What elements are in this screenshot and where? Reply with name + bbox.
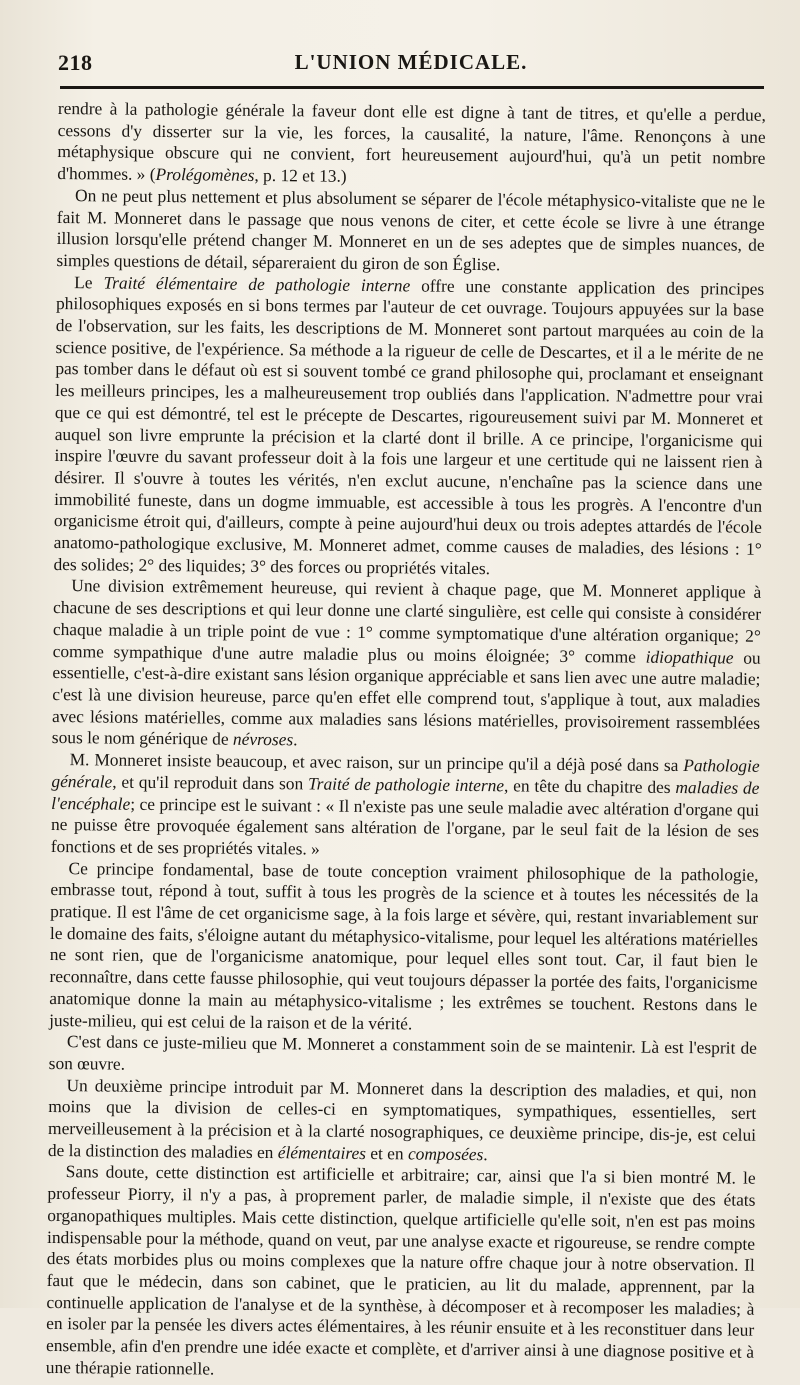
italic-text: Traité élémentaire de pathologie interne [103, 272, 411, 296]
text-run: Un deuxième principe introduit par M. Monneret dans la description des maladies, et qui, non moins que la division de celles-ci en symptomatiques, sympathiques, essentielles, sert merveilleusement à la précision et à la clarté nosographiques, ce deuxième principe, dis-je, est celui de la distinction des maladies en [47, 1074, 757, 1162]
italic-text: Pathologie générale [51, 755, 760, 792]
running-title: L'UNION MÉDICALE. [294, 50, 528, 74]
text-run: , p. 12 et 13.) [254, 164, 347, 186]
text-run: rendre à la pathologie générale la faveur dont elle est digne à tant de titres, et qu'elle a perdue, cessons d'y disserter sur la vie, les forces, la causalité, la nature, l'âme. Renonçons à une métaphysique obscure qui ne convient, fort heureusement aujourd'hui, qu'à un petit nombre d'hommes. » ( [57, 98, 766, 185]
italic-text: Traité de pathologie interne [307, 773, 505, 796]
paragraph [56, 185, 765, 279]
text-run: offre une constante application des principes philosophiques exposés en si bons termes par l'auteur de cet ouvrage. Toujours appuyées sur la base de l'observation, sur les faits, les descriptions de M. Monneret sont partout marquées au coin de la science positive, de l'expérience. Sa méthode a la rigueur de celle de Descartes, et il a le mérite de ne pas tomber dans le défaut où est si souvent tombé ce grand philosophe qui, proclamant et enseignant les meilleurs principes, les a malheureusement trop oubliés dans l'application. N'admettre pour vrai que ce qui est démontré, tel est le précepte de Descartes, rigoureusement suivi par M. Monneret et auquel son livre emprunte la précision et la clarté dont il brille. A ce principe, l'organicisme qui inspire l'œuvre du savant professeur doit à la fois une largeur et une certitude qui ne laissent rien à désirer. Il s'ouvre à toutes les vérités, n'en exclut aucune, n'enchaîne pas la science dans une immobilité funeste, dans un dogme immuable, est accessible à tous les progrès. A l'encontre d'un organicisme étroit qui, d'ailleurs, compte à peine aujourd'hui deux ou trois adeptes attardés de l'école anatomo-pathologique exclusive, M. Monneret admet, comme causes de maladies, des lésions : 1° des solides; 2° des liquides; 3° des forces ou propriétés vitales. [53, 275, 765, 578]
text-run: Ce principe fondamental, base de toute conception vraiment philosophique de la pathologie, embrasse tout, répond à tout, suffit à tous les progrès de la science et à toutes les nécessités de la pratique. Il est l'âme de cet organicisme sage, à la fois large et sévère, qui, restant invariablement sur le domaine des faits, s'éloigne autant du métaphysico-vitalisme, pour lequel les altérations matérielles ne sont rien, que de l'organicisme anatomique, pour lequel elles sont tout. Car, il faut bien le reconnaître, dans cette fausse philosophie, qui veut toujours dépasser la portée des faits, l'organicisme anatomique donne la main au métaphysico-vitalisme ; les extrêmes se touchent. Restons dans le juste-milieu, qui est celui de la raison et de la vérité. [49, 857, 759, 1033]
paragraph [49, 1031, 757, 1081]
text-run: , en tête du chapitre des [503, 775, 676, 797]
paragraph [49, 858, 759, 1038]
paragraph [46, 1161, 756, 1385]
text-run: On ne peut plus nettement et plus absolument se séparer de l'école métaphysico-vitaliste que ne le fait M. Monneret dans le passage que nous venons de citer, et cette école se livre à une étrange illusion lorsqu'elle prétend changer M. Monneret en un de ses adeptes que de simples nuances, de simples questions de détail, sépareraient du giron de son Église. [56, 184, 766, 275]
page-number: 218 [58, 50, 93, 75]
paragraph [52, 575, 762, 755]
text-run: M. Monneret insiste beaucoup, et avec raison, sur un principe qu'il a déjà posé dans sa [69, 749, 684, 776]
paragraph [48, 1075, 757, 1169]
page-header [58, 48, 764, 78]
text-run: Une division extrêmement heureuse, qui revient à chaque page, que M. Monneret applique à chacune de ses descriptions et qui leur donne une clarté singulière, est celle qui consiste à considérer chaque maladie à un triple point de vue : 1° comme symptomatique d'une altération organique; 2° comme sympathique d'une autre maladie plus ou moins éloignée; 3° comme [52, 575, 762, 667]
text-run: . [293, 729, 298, 750]
italic-text: élémentaires [277, 1141, 367, 1163]
text-run: ; ce principe est le suivant : « Il n'existe pas une seule maladie avec altération d'organe qui ne puisse être provoquée également sans altération de l'organe, par le seul fait de la lésion de ses fonctions et de ses propriétés vitales. » [50, 793, 760, 859]
paragraph [51, 749, 760, 864]
text-run: ou essentielle, c'est-à-dire existant sans lésion organique appréciable et sans lien avec une autre maladie; c'est là une division heureuse, parce qu'en effet elle comprend tout, s'applique à tout, aux maladies avec lésions matérielles, comme aux maladies sans lésions matérielles, provisoirement rassemblées sous le nom générique de [51, 647, 761, 750]
paragraph [57, 98, 766, 192]
text-run: . [483, 1143, 488, 1164]
text-run: et en [365, 1142, 409, 1164]
text-run: Sans doute, cette distinction est artificielle et arbitraire; car, ainsi que l'a si bien montré M. le professeur Piorry, il n'y a pas, à proprement parler, de maladie simple, il n'existe que des états organopathiques multiples. Mais cette distinction, quelque artificielle qu'elle soit, n'en est pas moins indispensable pour la méthode, quand on veut, par une analyse exacte et rigoureuse, se rendre compte des états morbides plus ou moins complexes que la nature offre chaque jour à notre observation. Il faut que le médecin, dans son cabinet, que le praticien, au lit du malade, apprennent, par la continuelle application de l'analyse et de la synthèse, à décomposer et à recomposer les maladies; à en isoler par la pensée les divers actes élémentaires, à les réunir ensuite et à les reconstituer dans leur ensemble, afin d'en prendre une idée exacte et complète, et d'arriver ainsi à une diagnose positive et à une thérapie rationnelle. [45, 1161, 756, 1379]
italic-text: composées [407, 1143, 484, 1164]
text-run: , et qu'il reproduit dans son [112, 771, 309, 794]
paragraph [53, 272, 764, 583]
text-run: C'est dans ce juste-milieu que M. Monneret a constamment soin de se maintenir. Là est l'esprit de son œuvre. [48, 1031, 758, 1074]
italic-text: idiopathique [645, 646, 734, 668]
header-rule [60, 86, 764, 89]
italic-text: Prolégomènes [155, 164, 255, 185]
italic-text: névroses [232, 729, 294, 750]
italic-text: maladies de l'encéphale [51, 776, 760, 814]
text-run: Le [74, 271, 104, 293]
article-body [46, 98, 766, 1385]
